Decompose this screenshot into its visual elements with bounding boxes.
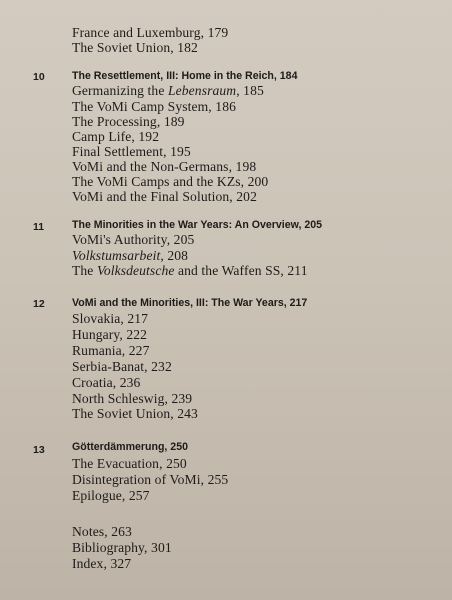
toc-entry-bibliography: Bibliography, 301 xyxy=(72,540,172,555)
toc-entry: The Soviet Union, 243 xyxy=(72,406,198,421)
toc-entry: Epilogue, 257 xyxy=(72,488,150,503)
toc-entry: Camp Life, 192 xyxy=(72,129,160,144)
toc-entry: The Volksdeutsche and the Waffen SS, 211 xyxy=(72,263,308,278)
chapter-title: The Resettlement, III: Home in the Reich, 184 xyxy=(72,70,298,82)
chapter-title: VoMi and the Minorities, III: The War Years, 217 xyxy=(72,297,308,309)
toc-entry-notes: Notes, 263 xyxy=(72,524,132,539)
toc-entry: Serbia-Banat, 232 xyxy=(72,359,172,374)
toc-entry: France and Luxemburg, 179 xyxy=(72,25,229,40)
toc-entry: The Soviet Union, 182 xyxy=(72,40,198,55)
toc-entry: Slovakia, 217 xyxy=(72,311,149,326)
chapter-number: 10 xyxy=(33,71,45,83)
toc-entry: The Evacuation, 250 xyxy=(72,456,187,471)
chapter-title: The Minorities in the War Years: An Overview, 205 xyxy=(72,219,323,231)
toc-entry: Croatia, 236 xyxy=(72,375,141,390)
toc-entry: Germanizing the Lebensraum, 185 xyxy=(72,83,264,98)
toc-entry: The VoMi Camps and the KZs, 200 xyxy=(72,174,269,189)
toc-entry: North Schleswig, 239 xyxy=(72,391,193,406)
chapter-number: 12 xyxy=(33,298,45,310)
chapter-number: 13 xyxy=(33,444,45,456)
toc-entry: The VoMi Camp System, 186 xyxy=(72,99,236,114)
toc-entry: Disintegration of VoMi, 255 xyxy=(72,472,229,487)
toc-entry: Rumania, 227 xyxy=(72,343,150,358)
chapter-number: 11 xyxy=(33,221,45,233)
toc-entry: Final Settlement, 195 xyxy=(72,144,191,159)
toc-entry: Hungary, 222 xyxy=(72,327,148,342)
chapter-title: Götterdämmerung, 250 xyxy=(72,441,188,453)
toc-entry-index: Index, 327 xyxy=(72,556,132,571)
toc-entry: Volkstumsarbeit, 208 xyxy=(72,248,189,263)
toc-entry: VoMi and the Non-Germans, 198 xyxy=(72,159,257,174)
toc-entry: The Processing, 189 xyxy=(72,114,185,129)
toc-entry: VoMi's Authority, 205 xyxy=(72,232,195,247)
toc-entry: VoMi and the Final Solution, 202 xyxy=(72,189,257,204)
